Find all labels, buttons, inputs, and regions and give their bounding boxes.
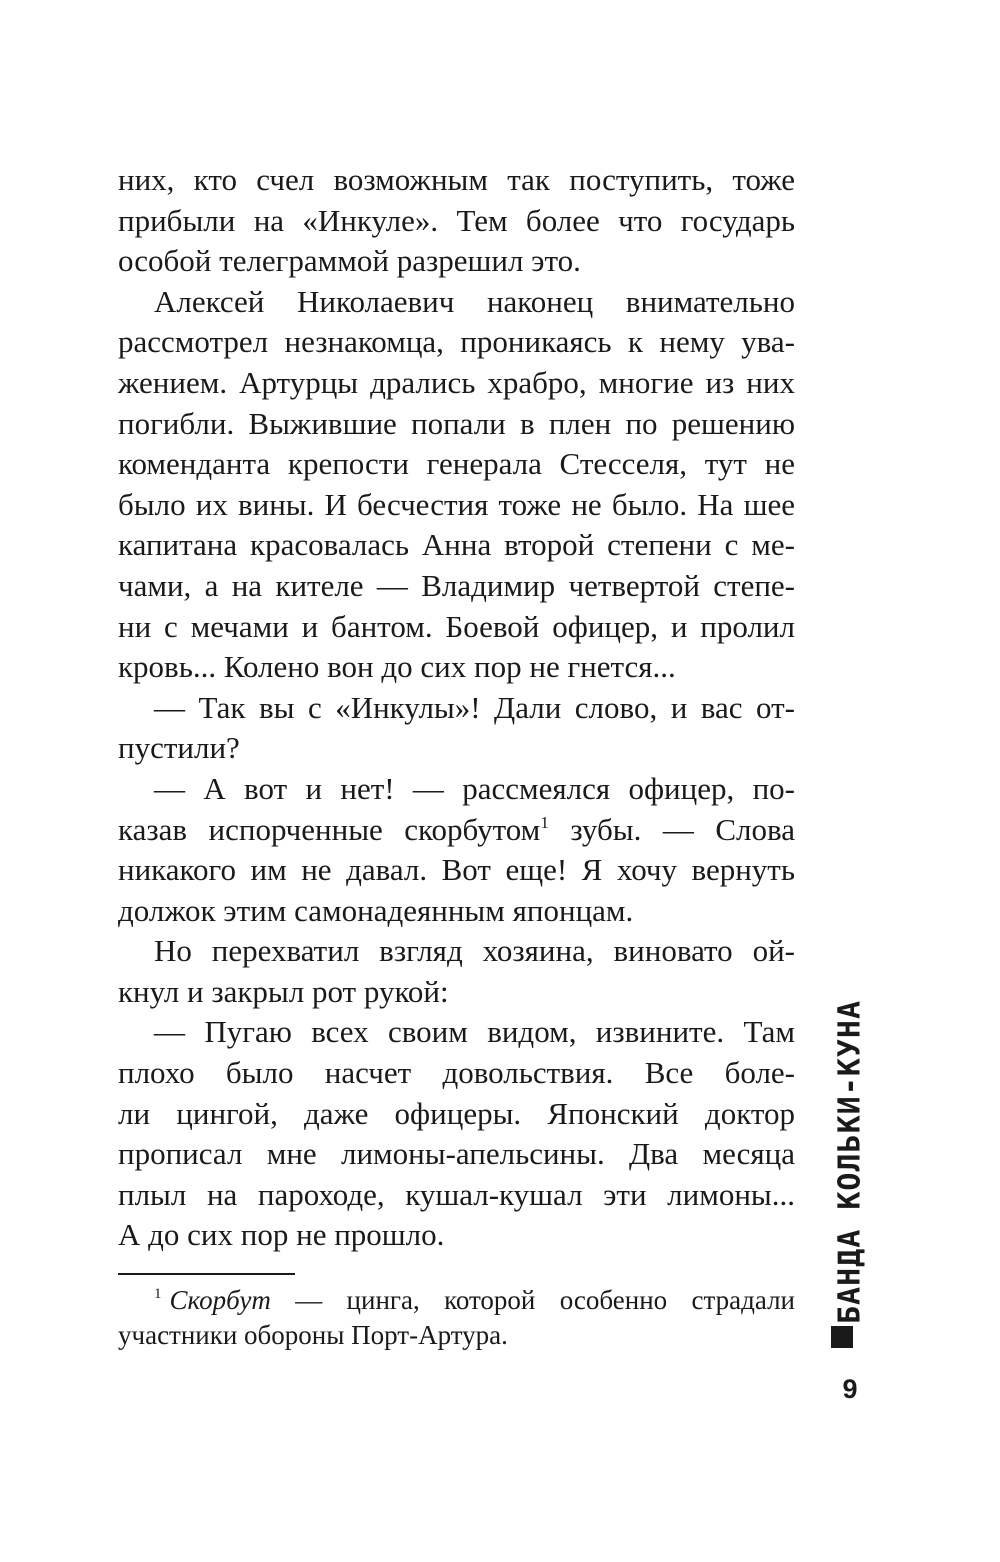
text-line: А до сих пор не прошло. — [118, 1217, 445, 1253]
footnote-divider — [118, 1273, 295, 1275]
text-line: было их вины. И бесчестия тоже не было. На шее — [118, 486, 795, 522]
text-line-prefix: казав испорченные скорбутом — [118, 811, 541, 847]
text-line: кнул и закрыл рот рукой: — [118, 973, 449, 1009]
square-marker-icon — [831, 1326, 853, 1348]
text-line: Алексей Николаевич наконец внимательно — [154, 283, 795, 319]
running-title: БАНДА КОЛЬКИ-КУНА — [832, 999, 868, 1325]
text-line: — Так вы с «Инкулы»! Дали слово, и вас от- — [154, 689, 795, 725]
text-line: коменданта крепости генерала Стесселя, тут не — [118, 446, 795, 482]
footnote-term: Скорбут — [169, 1285, 271, 1315]
text-line: погибли. Выжившие попали в плен по решению — [118, 405, 795, 441]
text-line: — Пугаю всех своим видом, извините. Там — [154, 1014, 795, 1050]
page-number: 9 — [842, 1374, 858, 1404]
text-line: ли цингой, даже офицеры. Японский доктор — [118, 1095, 795, 1131]
footnote — [118, 1283, 795, 1353]
text-line: капитана красовалась Анна второй степени с ме- — [118, 527, 795, 563]
footnote-reference: 1 — [540, 812, 549, 832]
text-line: чами, а на кителе — Владимир четвертой степе- — [118, 567, 795, 603]
text-line: ни с мечами и бантом. Боевой офицер, и пролил — [118, 608, 795, 644]
text-line: кровь... Колено вон до сих пор не гнется... — [118, 649, 676, 685]
text-line: Но перехватил взгляд хозяина, виновато ой- — [154, 933, 795, 969]
text-line: плыл на пароходе, кушал-кушал эти лимоны... — [118, 1176, 795, 1212]
body-text — [118, 160, 795, 1256]
text-line: особой телеграммой разрешил это. — [118, 243, 581, 279]
footnote-line: участники обороны Порт-Артура. — [118, 1320, 508, 1350]
text-line-with-footnote-ref — [118, 810, 795, 851]
text-line: прибыли на «Инкуле». Тем более что государь — [118, 202, 795, 238]
footnote-number: 1 — [154, 1286, 162, 1302]
text-line: никакого им не давал. Вот еще! Я хочу вернуть — [118, 852, 795, 888]
text-line-suffix: зубы. — Слова — [570, 811, 796, 847]
text-line: плохо было насчет довольствия. Все боле- — [118, 1055, 795, 1091]
text-line: должок этим самонадеянным японцам. — [118, 892, 634, 928]
text-line: них, кто счел возможным так поступить, тоже — [118, 162, 795, 197]
text-line: жением. Артурцы дрались храбро, многие из них — [118, 364, 795, 400]
footnote-line — [118, 1283, 795, 1318]
text-line: рассмотрел незнакомца, проникаясь к нему ува- — [118, 324, 795, 360]
footnote-text: — цинга, которой особенно страдали — [270, 1285, 795, 1315]
text-line: пустили? — [118, 730, 240, 766]
text-line: — А вот и нет! — рассмеялся офицер, по- — [154, 770, 795, 806]
text-line: прописал мне лимоны-апельсины. Два месяца — [118, 1136, 795, 1172]
